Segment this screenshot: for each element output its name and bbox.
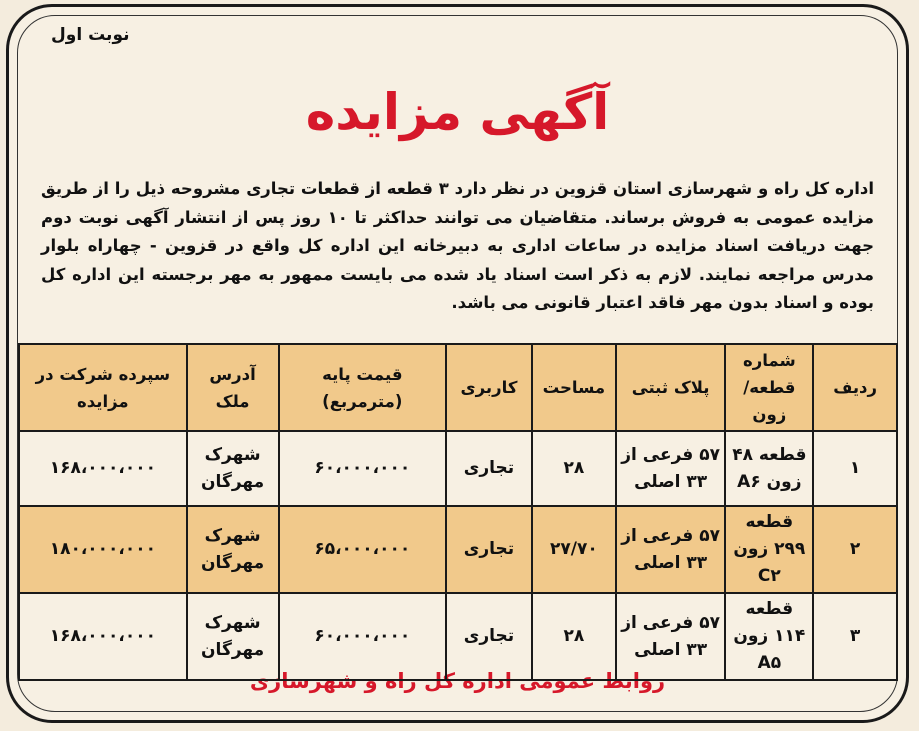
table-header-row [19,344,897,431]
cell-address: شهرک مهرگان [187,593,279,680]
cell-usage: تجاری [446,431,532,506]
page-title: آگهی مزایده [305,83,610,141]
table-row [19,506,897,593]
cell-address: شهرک مهرگان [187,431,279,506]
cell-row-number: ۲ [813,506,897,593]
cell-address: شهرک مهرگان [187,506,279,593]
cell-plot-number: قطعه ۴۸ زون A۶ [725,431,813,506]
cell-usage: تجاری [446,506,532,593]
header-plot-number: شماره قطعه/ زون [725,344,813,431]
header-area: مساحت [532,344,616,431]
cell-plot-number: قطعه ۲۹۹ زون C۲ [725,506,813,593]
table-row [19,431,897,506]
header-address: آدرس ملک [187,344,279,431]
cell-deposit: ۱۶۸،۰۰۰،۰۰۰ [19,431,187,506]
cell-row-number: ۱ [813,431,897,506]
table-row [19,593,897,680]
header-deposit: سپرده شرکت در مزایده [19,344,187,431]
cell-plot-number: قطعه ۱۱۴ زون A۵ [725,593,813,680]
cell-deposit: ۱۸۰،۰۰۰،۰۰۰ [19,506,187,593]
cell-registry: ۵۷ فرعی از ۳۳ اصلی [616,593,726,680]
cell-deposit: ۱۶۸،۰۰۰،۰۰۰ [19,593,187,680]
header-registry: پلاک ثبتی [616,344,726,431]
cell-base-price: ۶۵،۰۰۰،۰۰۰ [279,506,447,593]
round-label: نوبت اول [51,25,130,45]
footer-signature: روابط عمومی اداره کل راه و شهرسازی [249,669,666,693]
cell-area: ۲۷/۷۰ [532,506,616,593]
header-usage: کاربری [446,344,532,431]
header-row-number: ردیف [813,344,897,431]
items-table [18,343,898,681]
cell-area: ۲۸ [532,593,616,680]
cell-base-price: ۶۰،۰۰۰،۰۰۰ [279,431,447,506]
announcement-body: اداره کل راه و شهرسازی استان قزوین در نظر دارد ۳ قطعه از قطعات تجاری مشروحه ذیل را از طریق مزایده عمومی به فروش برساند. متقاضیان می توانند حداکثر تا ۱۰ روز پس از انتشار آگهی نوبت دوم جهت دریافت اسناد مزایده در ساعات اداری به دبیرخانه این اداره کل واقع در قزوین - چهاراه بلوار مدرس مراجعه نمایند. لازم به ذکر است اسناد یاد شده می بایست ممهور به مهر برجسته این اداره کل بوده و اسناد بدون مهر فاقد اعتبار قانونی می باشد. [41,179,874,312]
cell-registry: ۵۷ فرعی از ۳۳ اصلی [616,431,726,506]
cell-row-number: ۳ [813,593,897,680]
cell-area: ۲۸ [532,431,616,506]
cell-registry: ۵۷ فرعی از ۳۳ اصلی [616,506,726,593]
cell-usage: تجاری [446,593,532,680]
cell-base-price: ۶۰،۰۰۰،۰۰۰ [279,593,447,680]
header-base-price: قیمت پایه (مترمربع) [279,344,447,431]
